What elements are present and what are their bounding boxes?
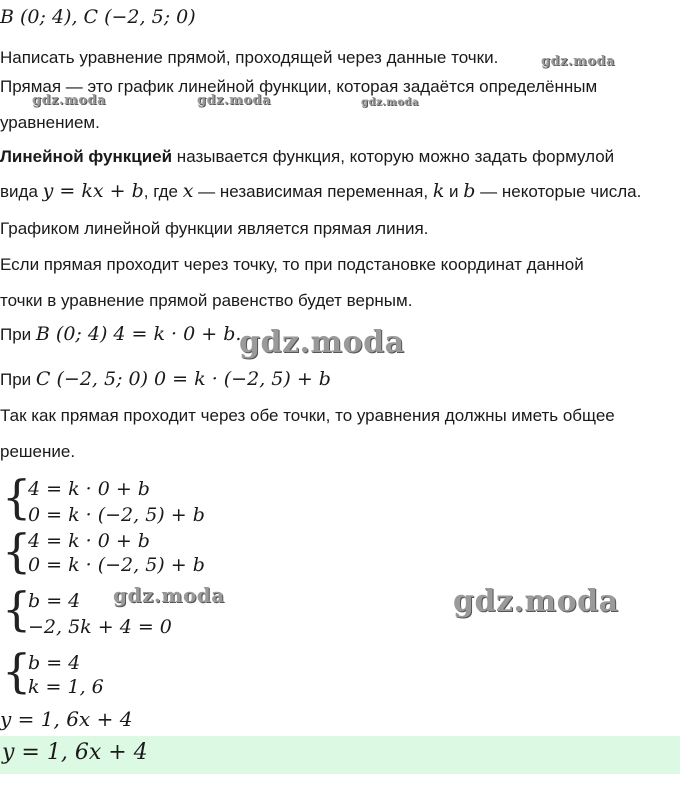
watermark: gdz.moda — [453, 584, 619, 619]
answer-equation: y = 1, 6x + 4 — [2, 740, 148, 765]
paragraph-common-solution-1: Так как прямая проходит через обе точки, то уравнения должны иметь общее — [0, 406, 615, 425]
paragraph-substitution-2: точки в уравнение прямой равенство будет верным. — [0, 291, 413, 310]
paragraph-task: Написать уравнение прямой, проходящей через данные точки. — [0, 48, 499, 67]
brace-icon: { — [2, 524, 32, 578]
answer-box — [0, 736, 680, 774]
watermark: gdz.moda — [239, 325, 405, 360]
watermark: gdz.moda — [113, 583, 225, 607]
paragraph-common-solution-2: решение. — [0, 442, 76, 461]
bold-term: Линейной функцией — [0, 147, 173, 166]
equation-system-2: { 4 = k · 0 + b 0 = k · (−2, 5) + b — [2, 524, 205, 578]
result-equation: y = 1, 6x + 4 — [0, 707, 133, 731]
substitution-b: При B (0; 4) 4 = k · 0 + b. — [0, 323, 242, 345]
equation-system-3: { b = 4 −2, 5k + 4 = 0 — [2, 582, 172, 638]
paragraph-substitution-1: Если прямая проходит через точку, то при подстановке координат данной — [0, 255, 584, 274]
paragraph-linear-function: Линейной функцией называется функция, которую можно задать формулой — [0, 147, 615, 166]
substitution-c: При C (−2, 5; 0) 0 = k · (−2, 5) + b — [0, 368, 331, 390]
brace-icon: { — [2, 644, 32, 698]
watermark: gdz.moda — [361, 97, 419, 108]
formula: y = kx + b — [42, 180, 144, 202]
paragraph-line-def-2: уравнением. — [0, 113, 100, 132]
equation-system-4: { b = 4 k = 1, 6 — [2, 644, 104, 698]
equation-system-1: { 4 = k · 0 + b 0 = k · (−2, 5) + b — [2, 470, 205, 526]
paragraph-formula: вида y = kx + b, где x — независимая переменная, k и b — некоторые числа. — [0, 180, 642, 202]
watermark: gdz.moda — [197, 93, 272, 108]
points-line: B (0; 4), C (−2, 5; 0) — [0, 6, 196, 28]
watermark: gdz.moda — [541, 54, 616, 69]
watermark: gdz.moda — [32, 93, 107, 108]
paragraph-graph: Графиком линейной функции является прямая линия. — [0, 219, 429, 238]
brace-icon: { — [2, 470, 32, 524]
paragraph-line-def-1: Прямая — это график линейной функции, которая задаётся определённым — [0, 77, 598, 96]
brace-icon: { — [2, 582, 32, 636]
